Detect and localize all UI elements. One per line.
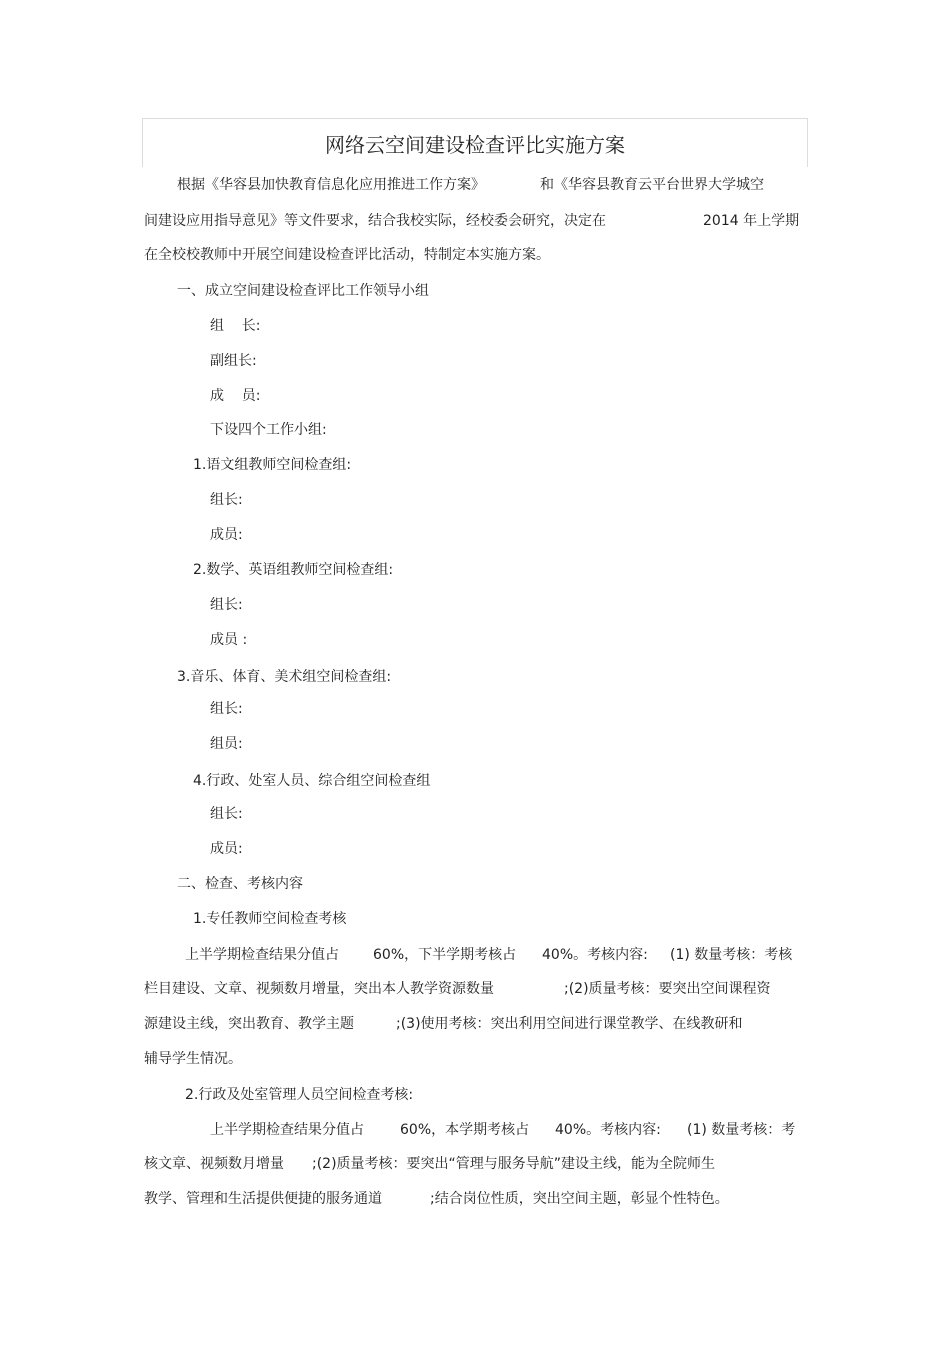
group-leader-label: 组长: [210, 701, 243, 717]
group-members-label: 成员 : [210, 632, 248, 648]
leader-label: 组 长: [210, 318, 261, 334]
item-text: 栏目建设、文章、视频数月增量，突出本人教学资源数量 [144, 981, 494, 997]
item-text: ;(2)质量考核：要突出空间课程资 [564, 981, 771, 997]
intro-text: 在全校校教师中开展空间建设检查评比活动，特制定本实施方案。 [144, 247, 550, 263]
section-heading: 一、成立空间建设检查评比工作领导小组 [177, 283, 429, 299]
group-title: 2.数学、英语组教师空间检查组: [193, 562, 394, 578]
item-title: 1.专任教师空间检查考核 [193, 911, 347, 927]
intro-text: 2014 年上学期 [703, 213, 800, 229]
deputy-leader-label: 副组长: [210, 353, 257, 369]
item-text: (1) 数量考核：考核 [670, 947, 793, 963]
item-text: ;结合岗位性质，突出空间主题，彰显个性特色。 [430, 1191, 729, 1207]
title-box [142, 118, 808, 167]
group-leader-label: 组长: [210, 492, 243, 508]
item-text: 60%，本学期考核占 [400, 1122, 530, 1138]
group-leader-label: 组长: [210, 597, 243, 613]
intro-text: 间建设应用指导意见》等文件要求，结合我校实际，经校委会研究，决定在 [144, 213, 606, 229]
item-text: 60%，下半学期考核占 [373, 947, 517, 963]
intro-text: 根据《华容县加快教育信息化应用推进工作方案》 [177, 177, 485, 193]
section-heading: 二、检查、考核内容 [177, 876, 303, 892]
item-text: 上半学期检查结果分值占 [210, 1122, 364, 1138]
item-text: 教学、管理和生活提供便捷的服务通道 [144, 1191, 382, 1207]
group-title: 1.语文组教师空间检查组: [193, 457, 352, 473]
item-text: 40%。考核内容: [542, 947, 648, 963]
item-text: 上半学期检查结果分值占 [185, 947, 339, 963]
group-members-label: 成员: [210, 527, 243, 543]
item-text: 源建设主线，突出教育、教学主题 [144, 1016, 354, 1032]
intro-text: 和《华容县教育云平台世界大学城空 [540, 177, 764, 193]
group-members-label: 组员: [210, 736, 243, 752]
members-label: 成 员: [210, 388, 261, 404]
item-text: (1) 数量考核：考 [687, 1122, 796, 1138]
subgroups-intro: 下设四个工作小组: [210, 422, 327, 438]
group-members-label: 成员: [210, 841, 243, 857]
group-title: 4.行政、处室人员、综合组空间检查组 [193, 773, 431, 789]
item-text: ;(2)质量考核：要突出“管理与服务导航”建设主线，能为全院师生 [312, 1156, 716, 1172]
item-text: 辅导学生情况。 [144, 1051, 242, 1067]
item-title: 2.行政及处室管理人员空间检查考核: [185, 1087, 414, 1103]
item-text: ;(3)使用考核：突出利用空间进行课堂教学、在线教研和 [396, 1016, 743, 1032]
item-text: 40%。考核内容: [555, 1122, 661, 1138]
page-title: 网络云空间建设检查评比实施方案 [325, 133, 625, 157]
group-title: 3.音乐、体育、美术组空间检查组: [177, 669, 392, 685]
item-text: 核文章、视频数月增量 [144, 1156, 284, 1172]
group-leader-label: 组长: [210, 806, 243, 822]
